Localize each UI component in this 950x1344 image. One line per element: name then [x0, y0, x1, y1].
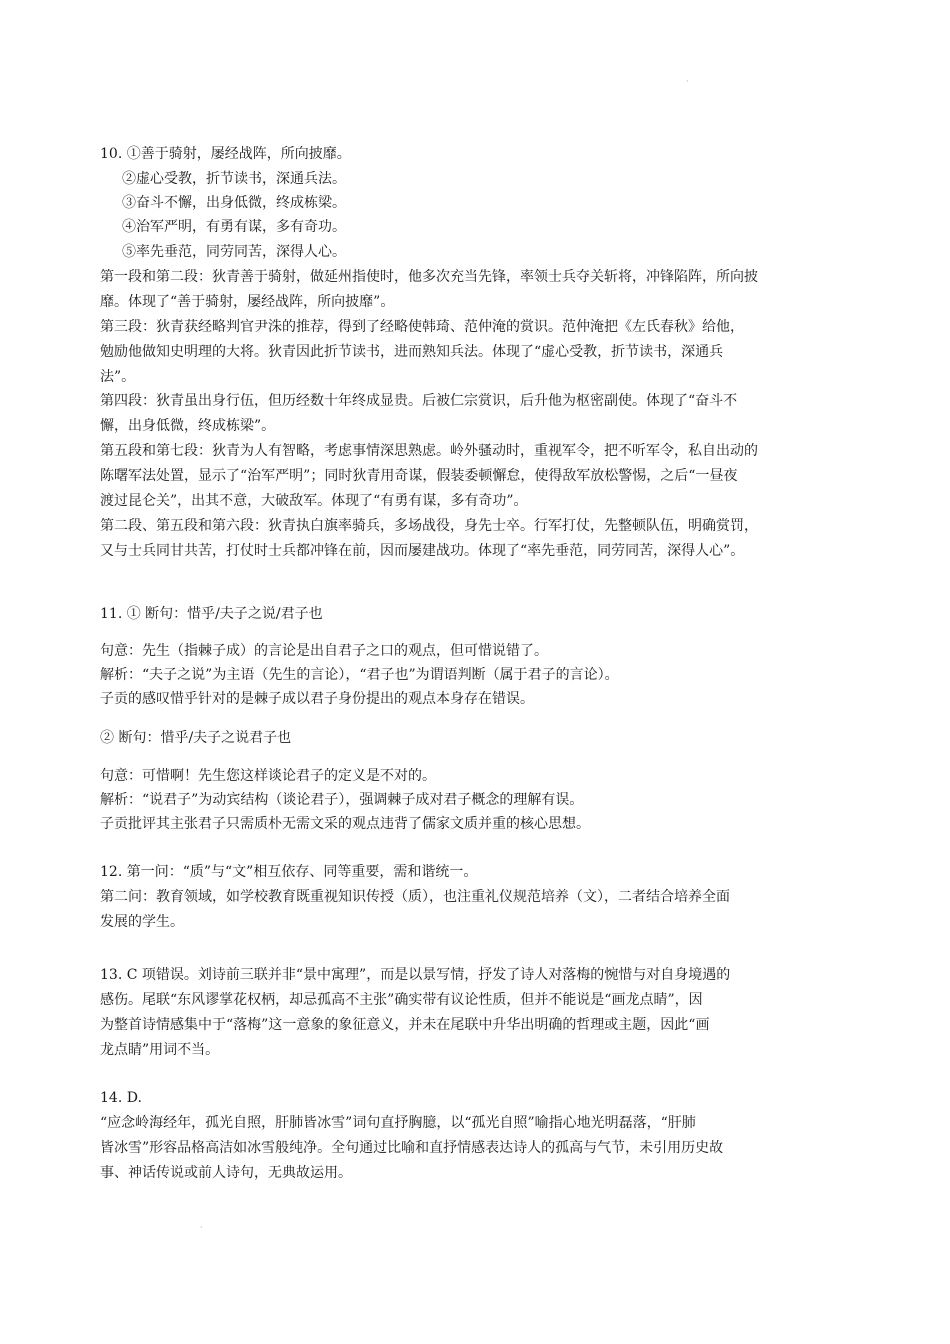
q14-line: 14. D. [100, 1090, 142, 1106]
q13-line: 龙点睛”用词不当。 [100, 1042, 220, 1058]
q10-line: 靡。体现了“善于骑射，屡经战阵，所向披靡”。 [100, 294, 395, 310]
q11-line: 句意：先生（指棘子成）的言论是出自君子之口的观点，但可惜说错了。 [100, 643, 548, 659]
q10-line: 懈，出身低微，终成栋梁”。 [100, 418, 276, 434]
decorative-dot-bottom: · [200, 1223, 203, 1232]
q12-line: 发展的学生。 [100, 914, 184, 930]
q10-line: 法”。 [100, 369, 136, 385]
q14-line: 皆冰雪”形容品格高洁如冰雪般纯净。全句通过比喻和直抒情感表达诗人的孤高与气节，未引用历史故 [100, 1140, 724, 1156]
q13-line: 为整首诗情感集中于“落梅”这一意象的象征意义，并未在尾联中升华出明确的哲理或主题，因此“画 [100, 1017, 710, 1033]
q10-line: 10. ①善于骑射，屡经战阵，所向披靡。 [100, 146, 351, 162]
q10-line: 第二段、第五段和第六段：狄青执白旗率骑兵，多场战役，身先士卒。行军打仗，先整顿队伍，明确赏罚， [100, 518, 758, 534]
q12-line: 12. 第一问：“质”与“文”相互依存、同等重要，需和谐统一。 [100, 864, 478, 880]
q11-line: 子贡批评其主张君子只需质朴无需文采的观点违背了儒家文质并重的核心思想。 [100, 816, 590, 832]
q13-line: 感伤。尾联“东风谬掌花权柄，却忌孤高不主张”确实带有议论性质，但并不能说是“画龙点睛”，因 [100, 992, 703, 1008]
q10-line: 第一段和第二段：狄青善于骑射，做延州指使时，他多次充当先锋，率领士兵夺关斩将，冲锋陷阵，所向披 [100, 269, 758, 285]
q11-part1-heading: 11. ① 断句：惜乎/夫子之说/君子也 [100, 606, 323, 622]
q10-line: 陈曙军法处置，显示了“治军严明”；同时狄青用奇谋，假装委顿懈怠，使得敌军放松警惕，之后“一昼夜 [100, 468, 738, 484]
q11-line: 解析：“夫子之说”为主语（先生的言论），“君子也”为谓语判断（属于君子的言论）。 [100, 667, 619, 683]
q11-line: 句意：可惜啊！先生您这样谈论君子的定义是不对的。 [100, 768, 436, 784]
q10-line: 勉励他做知史明理的大将。狄青因此折节读书，进而熟知兵法。体现了“虚心受教，折节读书，深通兵 [100, 344, 724, 360]
q10-line: ⑤率先垂范，同劳同苦，深得人心。 [122, 244, 346, 260]
q14-line: “应念岭海经年，孤光自照，肝肺皆冰雪”词句直抒胸臆，以“孤光自照”喻指心地光明磊落，“肝肺 [100, 1115, 696, 1131]
q10-line: 第五段和第七段：狄青为人有智略，考虑事情深思熟虑。岭外骚动时，重视军令，把不听军令，私自出动的 [100, 443, 758, 459]
q10-line: 第四段：狄青虽出身行伍，但历经数十年终成显贵。后被仁宗赏识，后升他为枢密副使。体现了“奋斗不 [100, 393, 738, 409]
q14-line: 事、神话传说或前人诗句，无典故运用。 [100, 1165, 352, 1181]
q11-line: 子贡的感叹惜乎针对的是棘子成以君子身份提出的观点本身存在错误。 [100, 691, 534, 707]
q12-line: 第二问：教育领域，如学校教育既重视知识传授（质），也注重礼仪规范培养（文），二者结合培养全面 [100, 889, 730, 905]
q10-line: 渡过昆仑关”，出其不意，大破敌军。体现了“有勇有谋，多有奇功”。 [100, 493, 528, 509]
q10-line: 第三段：狄青获经略判官尹洙的推荐，得到了经略使韩琦、范仲淹的赏识。范仲淹把《左氏春秋》给他， [100, 319, 744, 335]
q10-line: 又与士兵同甘共苦，打仗时士兵都冲锋在前，因而屡建战功。体现了“率先垂范，同劳同苦，深得人心”。 [100, 543, 745, 559]
q13-line: 13. C 项错误。刘诗前三联并非“景中寓理”，而是以景写情，抒发了诗人对落梅的惋惜与对自身境遇的 [100, 967, 731, 983]
q11-line: 解析：“说君子”为动宾结构（谈论君子），强调棘子成对君子概念的理解有误。 [100, 792, 584, 808]
q10-line: ③奋斗不懈，出身低微，终成栋梁。 [122, 195, 346, 211]
decorative-dot-top: · [686, 77, 689, 86]
q10-line: ②虚心受教，折节读书，深通兵法。 [122, 171, 346, 187]
q11-part2-heading: ② 断句：惜乎/夫子之说君子也 [100, 730, 292, 746]
q10-line: ④治军严明，有勇有谋，多有奇功。 [122, 219, 346, 235]
